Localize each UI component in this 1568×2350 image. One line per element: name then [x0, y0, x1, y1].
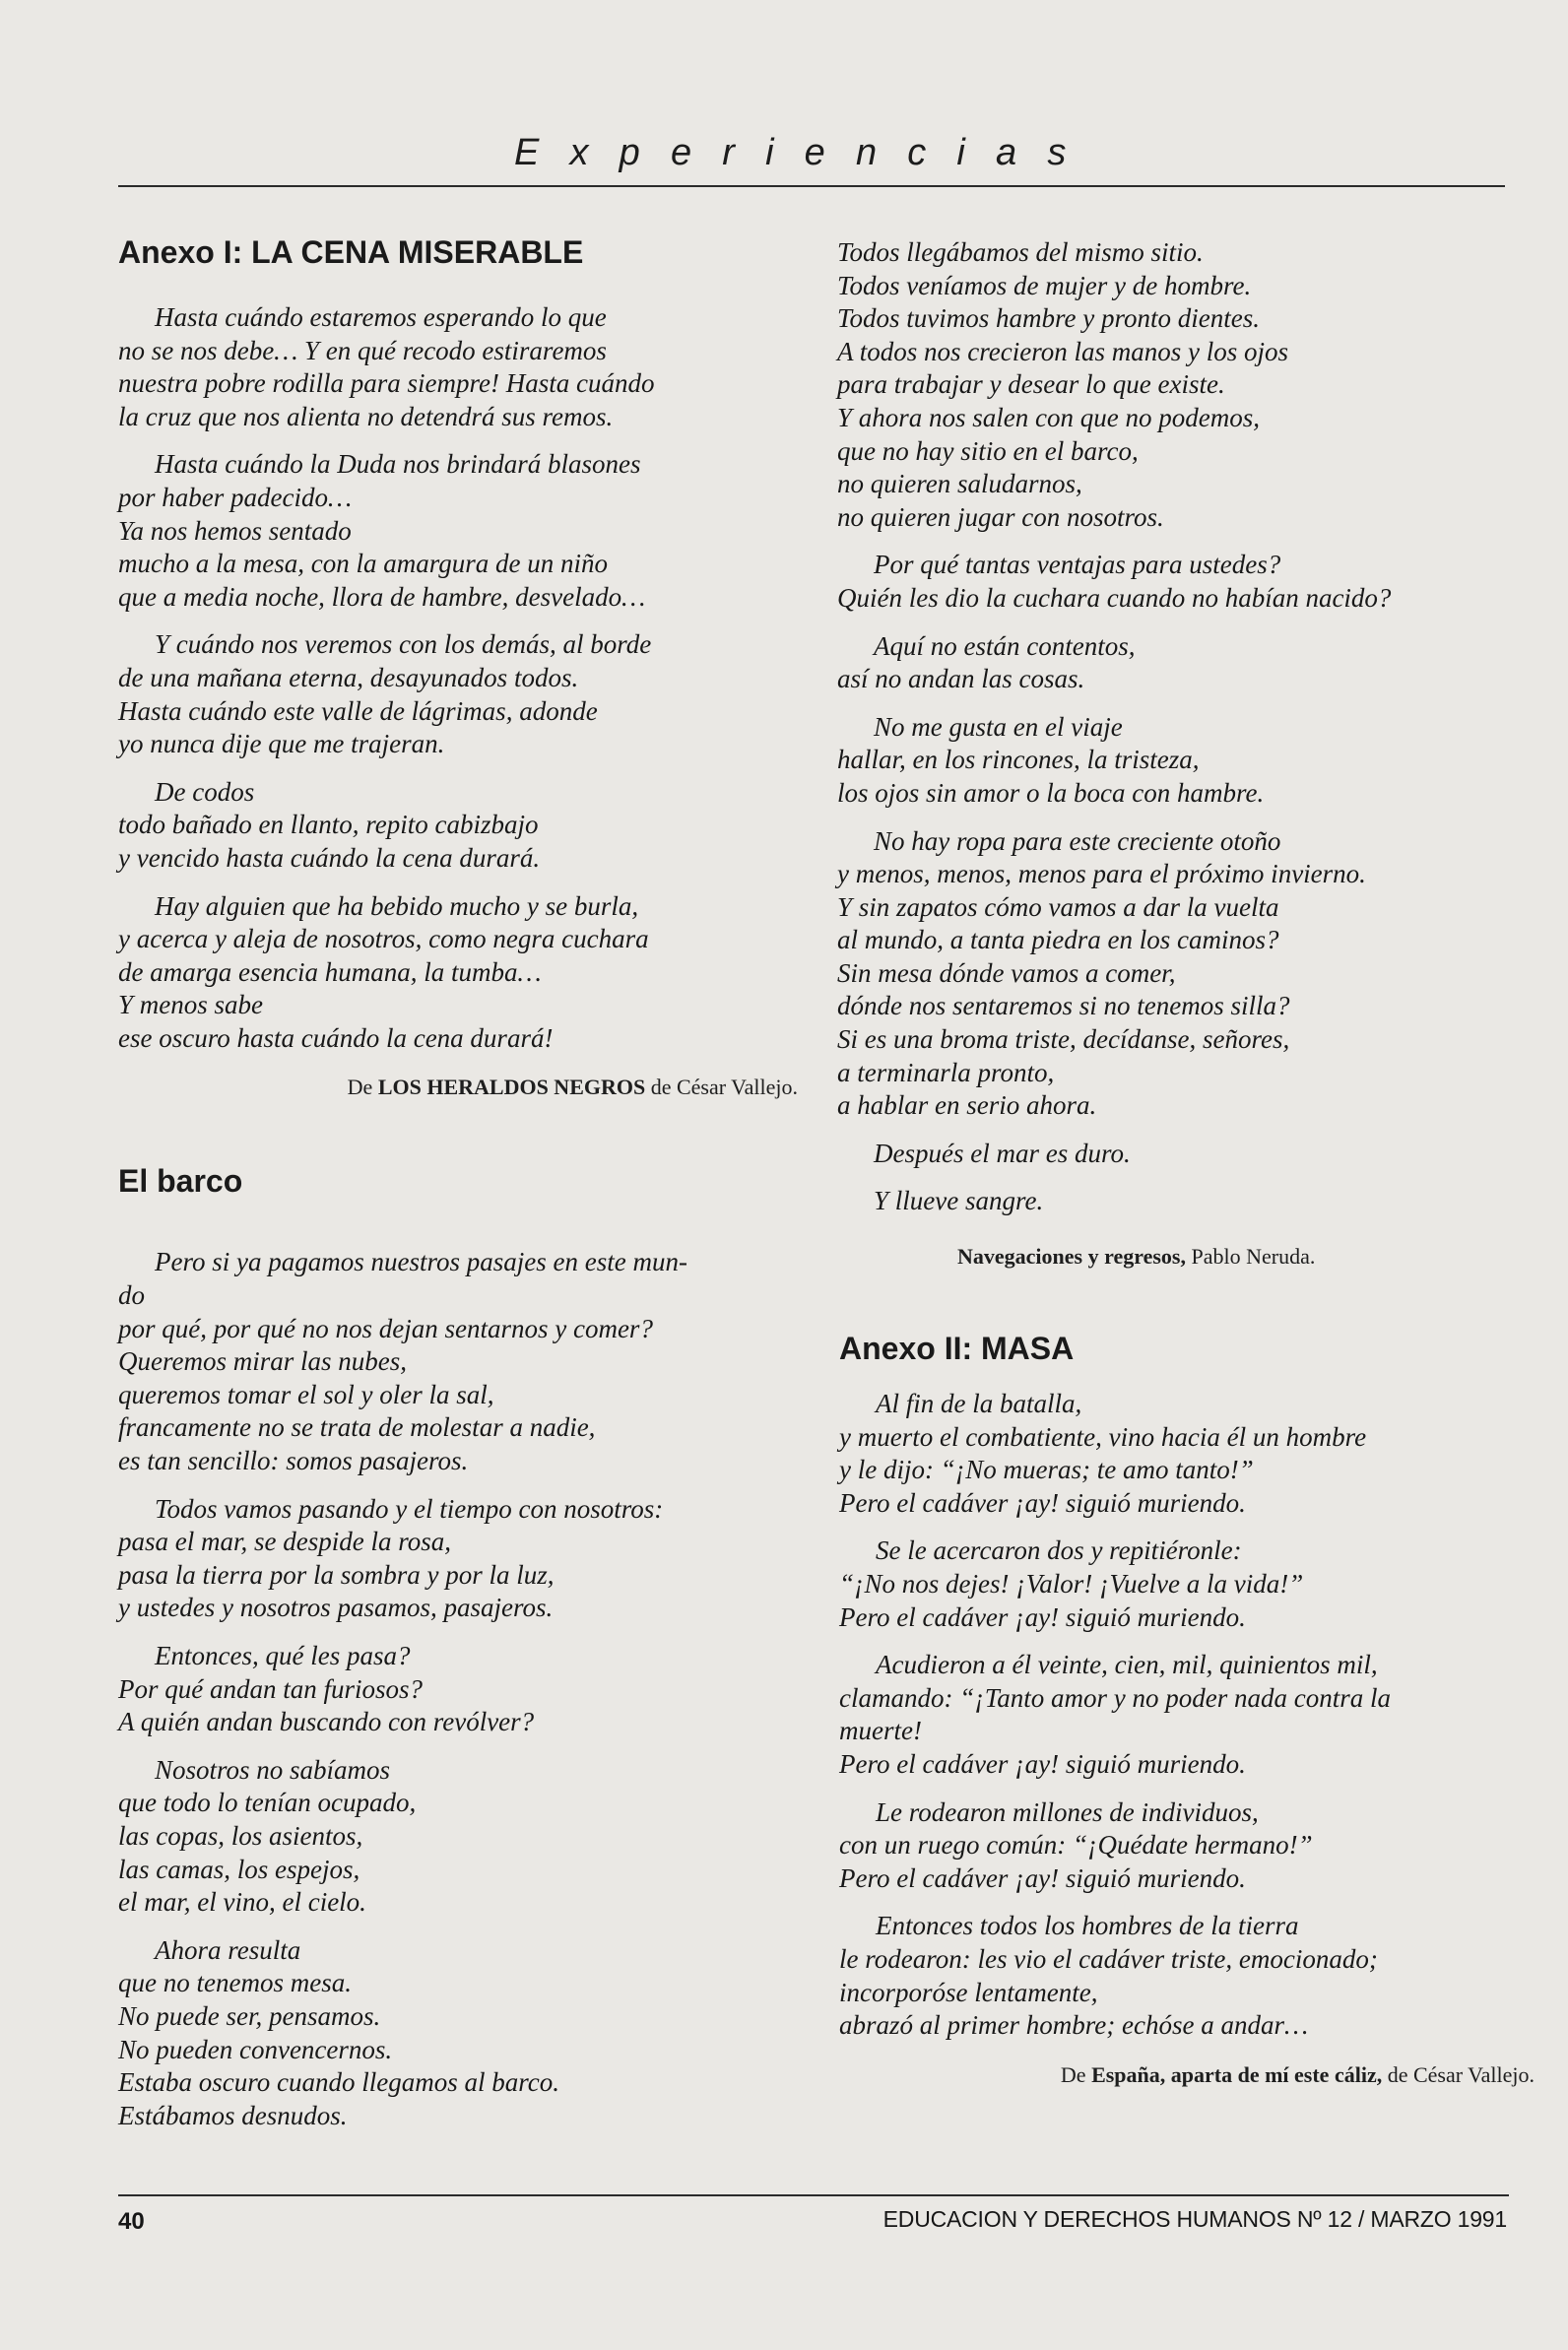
verse-line: Y menos sabe [118, 990, 263, 1020]
verse-line: de una mañana eterna, desayunados todos. [118, 662, 579, 692]
stanza [118, 628, 798, 760]
verse-line: Hasta cuándo este valle de lágrimas, adonde [118, 695, 598, 726]
footer-rule [118, 2194, 1509, 2196]
verse-line: Se le acercaron dos y repitiéronle: [876, 1535, 1242, 1566]
verse-line: la cruz que nos alienta no detendrá sus remos. [118, 401, 614, 431]
stanza [839, 1649, 1519, 1781]
stanza [118, 301, 798, 433]
verse-line: hallar, en los rincones, la tristeza, [837, 745, 1200, 775]
stanza [837, 1185, 1519, 1218]
anexo-1-title: Anexo I: LA CENA MISERABLE [118, 234, 584, 270]
verse-line: Hay alguien que ha bebido mucho y se burla, [155, 890, 639, 921]
stanza [837, 549, 1519, 615]
el-barco-credit: Navegaciones y regresos, Pablo Neruda. [957, 1244, 1316, 1270]
verse-line: los ojos sin amor o la boca con hambre. [837, 777, 1265, 808]
verse-line: al mundo, a tanta piedra en los caminos? [837, 925, 1279, 955]
verse-line: yo nunca dije que me trajeran. [118, 729, 445, 759]
right-column [837, 236, 1535, 2090]
stanza [837, 711, 1519, 811]
verse-line: no quieren jugar con nosotros. [837, 501, 1164, 532]
stanza [837, 825, 1519, 1123]
verse-line: Sin mesa dónde vamos a comer, [837, 957, 1176, 988]
verse-line: Todos tuvimos hambre y pronto dientes. [837, 303, 1260, 334]
verse-line: nuestra pobre rodilla para siempre! Hasta cuándo [118, 368, 655, 399]
verse-line: Al fin de la batalla, [876, 1389, 1082, 1419]
stanza [837, 1138, 1519, 1171]
verse-line: Aquí no están contentos, [874, 630, 1136, 661]
verse-line: A todos nos crecieron las manos y los ojos [837, 336, 1288, 366]
verse-line: Nosotros no sabíamos [155, 1754, 391, 1785]
verse-line: mucho a la mesa, con la amargura de un niño [118, 549, 608, 579]
verse-line: Queremos mirar las nubes, [118, 1346, 407, 1377]
stanza [118, 1754, 798, 1920]
verse-line: Hasta cuándo la Duda nos brindará blasones [155, 449, 641, 480]
verse-line: ese oscuro hasta cuándo la cena durará! [118, 1022, 554, 1053]
verse-line: Quién les dio la cuchara cuando no habían nacido? [837, 582, 1392, 613]
stanza [837, 630, 1519, 696]
verse-line: francamente no se trata de molestar a nadie, [118, 1412, 596, 1443]
verse-line: y acerca y aleja de nosotros, como negra cuchara [118, 924, 649, 954]
verse-line: por qué, por qué no nos dejan sentarnos y comer? [118, 1313, 653, 1343]
verse-line: No puede ser, pensamos. [118, 2000, 381, 2031]
anexo-1-poem [118, 301, 798, 1055]
verse-line: incorporóse lentamente, [839, 1977, 1098, 2007]
stanza [839, 1388, 1519, 1520]
verse-line: De codos [155, 776, 255, 807]
verse-line: Después el mar es duro. [874, 1138, 1131, 1168]
verse-line: Acudieron a él veinte, cien, mil, quinientos mil, [876, 1650, 1378, 1680]
verse-line: Hasta cuándo estaremos esperando lo que [155, 302, 607, 332]
verse-line: Pero el cadáver ¡ay! siguió muriendo. [839, 1487, 1246, 1518]
left-column [118, 232, 798, 2132]
verse-line: con un ruego común: “¡Quédate hermano!” [839, 1830, 1313, 1860]
stanza [839, 1910, 1519, 2042]
page-number: 40 [118, 2208, 145, 2235]
verse-line: las camas, los espejos, [118, 1854, 360, 1884]
verse-line: el mar, el vino, el cielo. [118, 1887, 366, 1918]
verse-line: es tan sencillo: somos pasajeros. [118, 1446, 469, 1476]
el-barco-title: El barco [118, 1163, 243, 1200]
verse-line: todo bañado en llanto, repito cabizbajo [118, 810, 539, 840]
publication-info: EDUCACION Y DERECHOS HUMANOS Nº 12 / MARZO 1991 [882, 2206, 1507, 2232]
verse-line: y ustedes y nosotros pasamos, pasajeros. [118, 1593, 554, 1623]
el-barco-poem [118, 1246, 798, 2132]
running-header: Experiencias [514, 132, 1097, 173]
anexo-2-title: Anexo II: MASA [839, 1331, 1075, 1367]
verse-line: no quieren saludarnos, [837, 469, 1082, 499]
verse-line: Estábamos desnudos. [118, 2100, 348, 2130]
verse-line: las copas, los asientos, [118, 1820, 363, 1851]
verse-line: que no hay sitio en el barco, [837, 435, 1139, 466]
stanza [837, 236, 1519, 534]
verse-line: Todos veníamos de mujer y de hombre. [837, 270, 1252, 300]
verse-line: que no tenemos mesa. [118, 1968, 352, 1998]
verse-line: y le dijo: “¡No mueras; te amo tanto!” [839, 1455, 1254, 1485]
verse-line: Si es una broma triste, decídanse, señores, [837, 1024, 1290, 1055]
verse-line: No me gusta en el viaje [874, 711, 1123, 742]
verse-line: abrazó al primer hombre; echóse a andar… [839, 2010, 1308, 2041]
verse-line: queremos tomar el sol y oler la sal, [118, 1379, 494, 1409]
verse-line: que todo lo tenían ocupado, [118, 1788, 417, 1818]
verse-line: A quién andan buscando con revólver? [118, 1707, 535, 1737]
header-rule [118, 185, 1505, 187]
verse-line: no se nos debe… Y en qué recodo estiraremos [118, 335, 607, 365]
verse-line: Estaba oscuro cuando llegamos al barco. [118, 2067, 559, 2098]
el-barco-poem-continued [837, 236, 1519, 1218]
verse-line: y vencido hasta cuándo la cena durará. [118, 842, 541, 873]
verse-line: así no andan las cosas. [837, 664, 1085, 694]
verse-line: de amarga esencia humana, la tumba… [118, 956, 542, 987]
verse-line: por haber padecido… [118, 482, 352, 512]
verse-line: Ya nos hemos sentado [118, 515, 352, 546]
verse-line: Y cuándo nos veremos con los demás, al borde [155, 629, 652, 660]
verse-line: Por qué tantas ventajas para ustedes? [874, 550, 1281, 580]
stanza [839, 1796, 1519, 1896]
verse-line: Por qué andan tan furiosos? [118, 1673, 424, 1704]
verse-line: “¡No nos dejes! ¡Valor! ¡Vuelve a la vida!” [839, 1569, 1304, 1599]
verse-line: Todos vamos pasando y el tiempo con nosotros: [155, 1493, 664, 1524]
stanza [118, 1640, 798, 1739]
verse-line: que a media noche, llora de hambre, desvelado… [118, 581, 646, 612]
verse-line: Y ahora nos salen con que no podemos, [837, 402, 1260, 432]
verse-line: No hay ropa para este creciente otoño [874, 825, 1281, 856]
anexo-2-poem [839, 1388, 1519, 2043]
stanza [118, 1246, 798, 1477]
verse-line: a terminarla pronto, [837, 1057, 1055, 1087]
verse-line: y menos, menos, menos para el próximo invierno. [837, 859, 1366, 889]
verse-line: clamando: “¡Tanto amor y no poder nada contra la [839, 1682, 1392, 1713]
verse-line: y muerto el combatiente, vino hacia él un hombre [839, 1421, 1367, 1452]
verse-line: Y llueve sangre. [874, 1186, 1044, 1216]
anexo-1-credit: De LOS HERALDOS NEGROS de César Vallejo. [347, 1075, 798, 1100]
verse-line: le rodearon: les vio el cadáver triste, emocionado; [839, 1943, 1378, 1974]
anexo-2-credit: De España, aparta de mí este cáliz, de César Vallejo. [1060, 2061, 1535, 2087]
stanza [118, 448, 798, 614]
verse-line: pasa la tierra por la sombra y por la luz, [118, 1559, 555, 1590]
stanza [118, 890, 798, 1056]
verse-line: Pero el cadáver ¡ay! siguió muriendo. [839, 1748, 1246, 1779]
stanza [118, 1493, 798, 1625]
verse-line: Pero si ya pagamos nuestros pasajes en este mun- [155, 1247, 687, 1277]
verse-line: Pero el cadáver ¡ay! siguió muriendo. [839, 1601, 1246, 1632]
verse-line: Entonces todos los hombres de la tierra [876, 1911, 1299, 1941]
verse-line: Entonces, qué les pasa? [155, 1641, 411, 1670]
verse-line: No pueden convencernos. [118, 2034, 393, 2064]
stanza [118, 1934, 798, 2133]
stanza [839, 1534, 1519, 1634]
verse-line: dónde nos sentaremos si no tenemos silla? [837, 991, 1290, 1021]
verse-line: Le rodearon millones de individuos, [876, 1796, 1259, 1827]
verse-line: Pero el cadáver ¡ay! siguió muriendo. [839, 1862, 1246, 1893]
verse-line: para trabajar y desear lo que existe. [837, 369, 1225, 400]
verse-line: do [118, 1280, 145, 1311]
stanza [118, 776, 798, 876]
verse-line: muerte! [839, 1716, 922, 1746]
verse-line: Ahora resulta [155, 1934, 301, 1965]
verse-line: a hablar en serio ahora. [837, 1090, 1097, 1121]
verse-line: Y sin zapatos cómo vamos a dar la vuelta [837, 891, 1279, 922]
verse-line: Todos llegábamos del mismo sitio. [837, 237, 1204, 267]
verse-line: pasa el mar, se despide la rosa, [118, 1527, 451, 1557]
